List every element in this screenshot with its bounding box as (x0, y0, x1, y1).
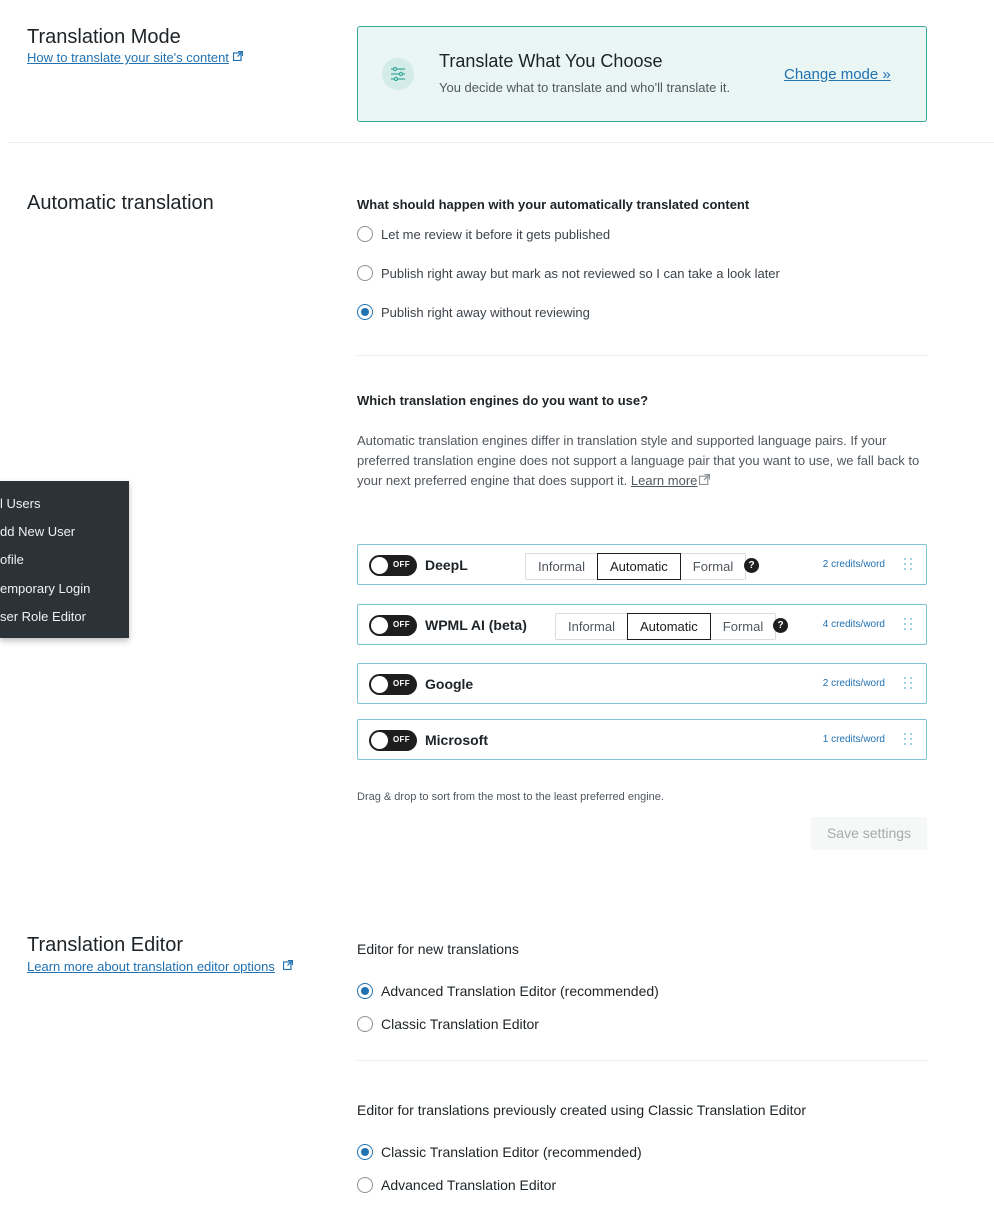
help-icon[interactable]: ? (744, 558, 759, 573)
translation-editor-help-link-text[interactable]: Learn more about translation editor options (27, 959, 275, 974)
review-option-label: Publish right away without reviewing (381, 304, 590, 320)
old-editor-option-2[interactable] (357, 1177, 556, 1193)
translation-mode-help-link[interactable] (27, 49, 243, 67)
engine-credits: 2 credits/word (822, 559, 885, 570)
toggle-knob (371, 617, 388, 634)
engine-row-wpml-ai[interactable] (357, 604, 927, 645)
new-editor-option-label: Advanced Translation Editor (recommended) (381, 983, 659, 999)
engine-name: WPML AI (beta) (425, 617, 527, 633)
radio-button[interactable] (357, 1016, 373, 1032)
admin-flyout-menu (0, 481, 129, 638)
review-option-3[interactable] (357, 304, 590, 320)
radio-button-checked[interactable] (357, 983, 373, 999)
review-option-2[interactable] (357, 265, 780, 281)
style-formal-button[interactable]: Formal (711, 614, 775, 639)
subsection-divider (357, 1060, 927, 1061)
radio-button[interactable] (357, 1177, 373, 1193)
new-editor-question: Editor for new translations (357, 941, 519, 957)
translation-mode-title: Translation Mode (27, 26, 181, 48)
help-icon[interactable]: ? (773, 618, 788, 633)
engine-row-deepl[interactable] (357, 544, 927, 585)
subsection-divider (357, 355, 927, 356)
engine-credits: 1 credits/word (822, 734, 885, 745)
toggle-knob (371, 676, 388, 693)
menu-item-user-role-editor[interactable]: ser Role Editor (0, 609, 86, 624)
toggle-state: OFF (393, 560, 410, 569)
translation-mode-card (357, 26, 927, 122)
drag-handle-icon[interactable] (904, 732, 914, 746)
engine-toggle[interactable] (369, 615, 417, 636)
engine-credits: 2 credits/word (822, 678, 885, 689)
engine-row-google[interactable] (357, 663, 927, 704)
review-question: What should happen with your automatically translated content (357, 197, 750, 212)
new-editor-option-2[interactable] (357, 1016, 539, 1032)
toggle-state: OFF (393, 735, 410, 744)
review-option-1[interactable] (357, 226, 610, 242)
engine-name: Google (425, 676, 474, 692)
sliders-icon (382, 58, 414, 90)
old-editor-option-1[interactable] (357, 1144, 642, 1160)
learn-more-link[interactable]: Learn more (630, 473, 698, 488)
automatic-translation-title: Automatic translation (27, 192, 214, 214)
translation-mode-help-link-text[interactable]: How to translate your site's content (27, 50, 229, 65)
new-editor-option-label: Classic Translation Editor (381, 1016, 539, 1032)
section-divider (8, 142, 994, 143)
drag-handle-icon[interactable] (904, 676, 914, 690)
menu-item-all-users[interactable]: l Users (0, 496, 41, 511)
engine-toggle[interactable] (369, 730, 417, 751)
external-link-icon (233, 51, 243, 61)
translation-editor-help-link[interactable] (27, 958, 293, 976)
toggle-state: OFF (393, 679, 410, 688)
menu-item-add-new-user[interactable]: dd New User (0, 524, 76, 539)
style-formal-button[interactable]: Formal (681, 554, 745, 579)
translation-editor-title: Translation Editor (27, 934, 183, 956)
radio-button[interactable] (357, 226, 373, 242)
engines-question: Which translation engines do you want to use? (357, 393, 649, 408)
drag-handle-icon[interactable] (904, 557, 914, 571)
style-selector (555, 613, 776, 640)
engine-row-microsoft[interactable] (357, 719, 927, 760)
toggle-knob (371, 557, 388, 574)
external-link-icon (699, 474, 710, 485)
style-informal-button[interactable]: Informal (556, 614, 627, 639)
toggle-knob (371, 732, 388, 749)
old-editor-option-label: Advanced Translation Editor (381, 1177, 557, 1193)
engine-toggle[interactable] (369, 674, 417, 695)
engine-name: Microsoft (425, 732, 488, 748)
engine-credits: 4 credits/word (822, 619, 885, 630)
radio-button[interactable] (357, 265, 373, 281)
toggle-state: OFF (393, 620, 410, 629)
radio-button-checked[interactable] (357, 304, 373, 320)
menu-item-temporary-login[interactable]: emporary Login (0, 581, 91, 596)
save-settings-button[interactable]: Save settings (811, 817, 927, 850)
menu-item-profile[interactable]: ofile (0, 552, 24, 567)
new-editor-option-1[interactable] (357, 983, 659, 999)
engine-name: DeepL (425, 557, 468, 573)
old-editor-option-label: Classic Translation Editor (recommended) (381, 1144, 642, 1160)
external-link-icon (283, 960, 293, 970)
style-informal-button[interactable]: Informal (526, 554, 597, 579)
style-automatic-button[interactable]: Automatic (597, 553, 681, 580)
drag-hint: Drag & drop to sort from the most to the least preferred engine. (357, 791, 664, 803)
mode-card-title: Translate What You Choose (439, 51, 663, 71)
old-editor-question: Editor for translations previously created using Classic Translation Editor (357, 1102, 806, 1118)
style-automatic-button[interactable]: Automatic (627, 613, 711, 640)
review-option-label: Publish right away but mark as not reviewed so I can take a look later (381, 265, 780, 281)
engines-description (357, 431, 927, 491)
style-selector (525, 553, 746, 580)
engine-toggle[interactable] (369, 555, 417, 576)
mode-card-subtitle: You decide what to translate and who'll translate it. (439, 80, 731, 95)
change-mode-link[interactable]: Change mode » (784, 66, 891, 83)
drag-handle-icon[interactable] (904, 617, 914, 631)
radio-button-checked[interactable] (357, 1144, 373, 1160)
engines-description-text: Automatic translation engines differ in translation style and supported language pairs. If your preferred translation engine does not support a language pair that you want to use, we fall back to your next preferred engine that does support it. (357, 433, 920, 488)
review-option-label: Let me review it before it gets published (381, 226, 611, 242)
